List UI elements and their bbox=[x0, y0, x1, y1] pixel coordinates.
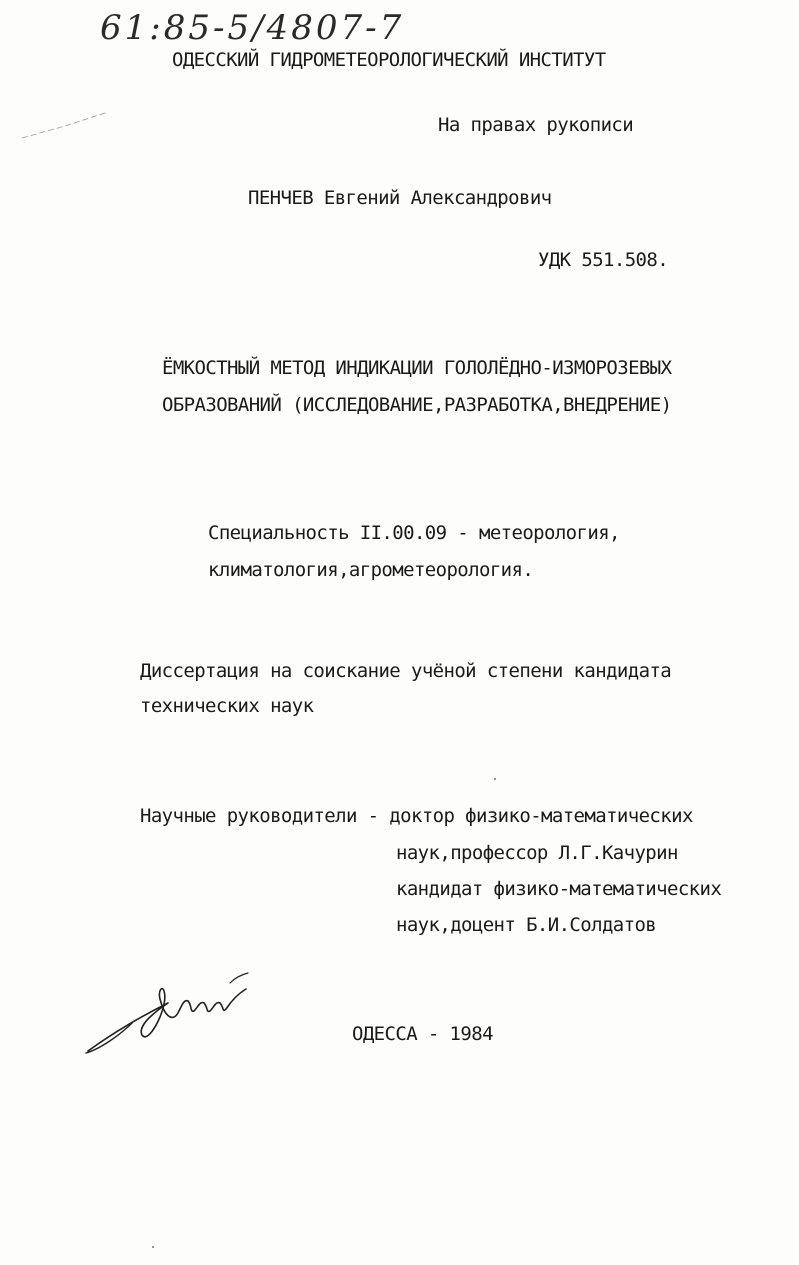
specialty-line-1: Специальность II.00.09 - метеорология, bbox=[208, 522, 620, 544]
supervisors-line-2: наук,профессор Л.Г.Качурин bbox=[396, 842, 678, 864]
supervisors-line-3: кандидат физико-математических bbox=[396, 878, 722, 900]
place-and-year: ОДЕССА - 1984 bbox=[352, 1023, 493, 1045]
stray-pencil-mark bbox=[20, 108, 110, 143]
title-line-1: ЁМКОСТНЫЙ МЕТОД ИНДИКАЦИИ ГОЛОЛЁДНО-ИЗМОРОЗЕВЫХ bbox=[162, 357, 672, 379]
archive-code-handwritten: 61:85-5/4807-7 bbox=[100, 8, 405, 48]
paper-speck bbox=[152, 1246, 154, 1248]
manuscript-rights-note: На правах рукописи bbox=[438, 114, 634, 136]
dissertation-line-2: технических наук bbox=[140, 695, 314, 717]
title-line-2: ОБРАЗОВАНИЙ (ИССЛЕДОВАНИЕ,РАЗРАБОТКА,ВНЕДРЕНИЕ) bbox=[162, 394, 672, 416]
institute-name: ОДЕССКИЙ ГИДРОМЕТЕОРОЛОГИЧЕСКИЙ ИНСТИТУТ bbox=[172, 49, 606, 71]
specialty-line-2: климатология,агрометеорология. bbox=[208, 559, 534, 581]
paper-speck bbox=[494, 778, 496, 780]
author-name: ПЕНЧЕВ Евгений Александрович bbox=[248, 187, 552, 209]
author-signature bbox=[80, 965, 255, 1060]
supervisors-line-4: наук,доцент Б.И.Солдатов bbox=[396, 914, 657, 936]
dissertation-line-1: Диссертация на соискание учёной степени кандидата bbox=[140, 660, 672, 682]
udc-code: УДК 551.508. bbox=[538, 249, 669, 271]
supervisors-line-1: Научные руководители - доктор физико-математических bbox=[140, 805, 693, 827]
